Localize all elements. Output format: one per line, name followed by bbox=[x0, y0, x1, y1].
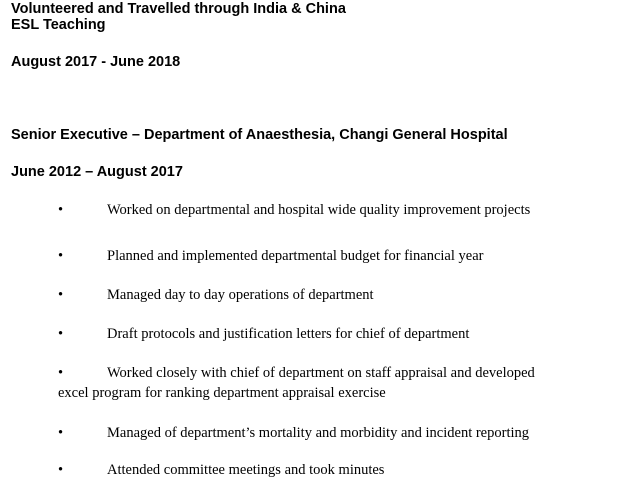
list-item-text: Attended committee meetings and took minutes bbox=[107, 462, 385, 478]
list-item-text: Managed day to day operations of department bbox=[107, 287, 374, 303]
bullet-marker: • bbox=[58, 248, 64, 264]
bullet-marker: • bbox=[58, 202, 64, 218]
list-item-text: Managed of department’s mortality and morbidity and incident reporting bbox=[107, 425, 530, 441]
list-item-continuation: excel program for ranking department appraisal exercise bbox=[58, 385, 386, 401]
previous-role-subtitle: ESL Teaching bbox=[11, 17, 106, 33]
bullet-marker: • bbox=[58, 365, 64, 381]
list-item bbox=[58, 460, 618, 480]
list-item bbox=[58, 285, 618, 305]
list-item bbox=[58, 200, 618, 220]
list-item-text: Worked on departmental and hospital wide quality improvement projects bbox=[107, 202, 531, 218]
list-item bbox=[58, 324, 618, 344]
bullet-marker: • bbox=[58, 287, 64, 303]
current-role-title: Senior Executive – Department of Anaesthesia, Changi General Hospital bbox=[11, 127, 508, 143]
previous-role-dates: August 2017 - June 2018 bbox=[11, 54, 181, 70]
previous-role-title: Volunteered and Travelled through India & China bbox=[11, 1, 346, 17]
list-item bbox=[58, 363, 618, 403]
bullet-marker: • bbox=[58, 425, 64, 441]
list-item-text: Draft protocols and justification letters for chief of department bbox=[107, 326, 470, 342]
list-item bbox=[58, 423, 618, 443]
bullet-marker: • bbox=[58, 326, 64, 342]
current-role-dates: June 2012 – August 2017 bbox=[11, 164, 183, 180]
bullet-marker: • bbox=[58, 462, 64, 478]
list-item bbox=[58, 246, 618, 266]
list-item-line bbox=[58, 363, 618, 383]
list-item-text: Planned and implemented departmental budget for financial year bbox=[107, 248, 484, 264]
list-item-text: Worked closely with chief of department on staff appraisal and developed bbox=[107, 365, 535, 381]
